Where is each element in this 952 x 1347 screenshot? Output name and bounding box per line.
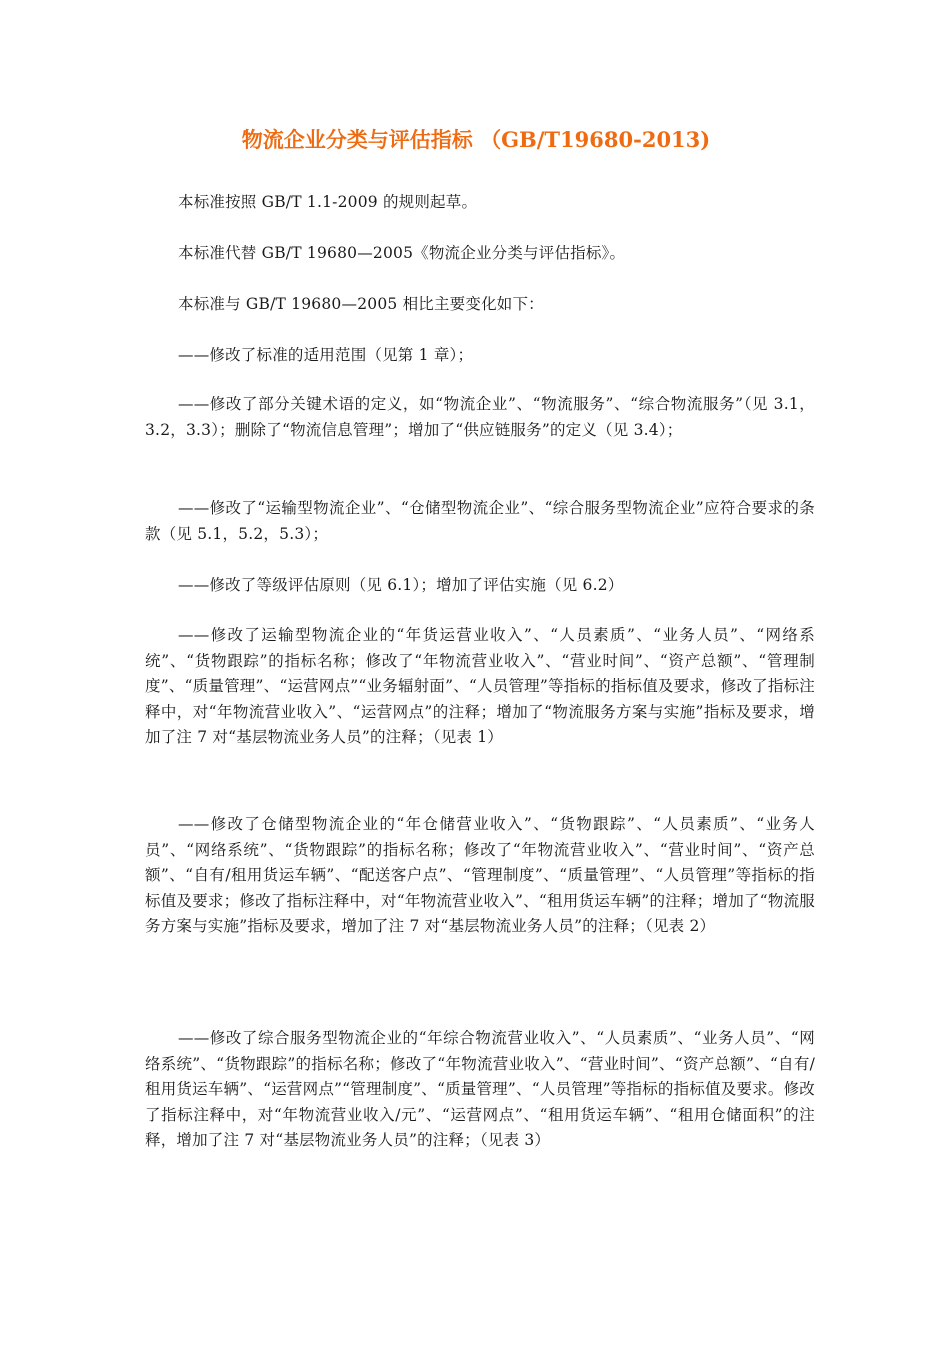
paragraph-replaces-standard: 本标准代替 GB/T 19680—2005《物流企业分类与评估指标》。 — [178, 244, 626, 262]
paragraph-change-terms: ——修改了部分关键术语的定义，如“物流企业”、“物流服务”、“综合物流服务”（见 3.1，3.2，3.3）；删除了“物流信息管理”；增加了“供应链服务”的定义（见 3.4）； — [145, 395, 815, 439]
paragraph-change-enterprise-types: ——修改了“运输型物流企业”、“仓储型物流企业”、“综合服务型物流企业”应符合要求的条款（见 5.1，5.2，5.3）； — [145, 499, 815, 543]
paragraph-change-warehouse-type: ——修改了仓储型物流企业的“年仓储营业收入”、“货物跟踪”、“人员素质”、“业务人员”、“网络系统”、“货物跟踪”的指标名称；修改了“年物流营业收入”、“营业时间”、“资产总额”、“自有/租用货运车辆”、“配送客户点”、“管理制度”、“质量管理”、“人员管理”等指标的指标值及要求；修改了指标注释中，对“年物流营业收入”、“租用货运车辆”的注释；增加了“物流服务方案与实施”指标及要求，增加了注 7 对“基层物流业务人员”的注释；（见表 2） — [145, 815, 815, 936]
paragraph-change-evaluation: ——修改了等级评估原则（见 6.1）；增加了评估实施（见 6.2） — [178, 576, 624, 594]
document-title: 物流企业分类与评估指标 （GB/T19680-2013) — [241, 127, 711, 152]
paragraph-drafting-rule: 本标准按照 GB/T 1.1-2009 的规则起草。 — [178, 193, 478, 211]
paragraph-change-integrated-type: ——修改了综合服务型物流企业的“年综合物流营业收入”、“人员素质”、“业务人员”、“网络系统”、“货物跟踪”的指标名称；修改了“年物流营业收入”、“营业时间”、“资产总额”、“自有/租用货运车辆”、“运营网点”“管理制度”、“质量管理”、“人员管理”等指标的指标值及要求。修改了指标注释中，对“年物流营业收入/元”、“运营网点”、“租用货运车辆”、“租用仓储面积”的注释，增加了注 7 对“基层物流业务人员”的注释；（见表 3） — [145, 1029, 815, 1150]
paragraph-change-scope: ——修改了标准的适用范围（见第 1 章）； — [178, 346, 474, 364]
paragraph-change-transport-type: ——修改了运输型物流企业的“年货运营业收入”、“人员素质”、“业务人员”、“网络系统”、“货物跟踪”的指标名称；修改了“年物流营业收入”、“营业时间”、“资产总额”、“管理制度”、“质量管理”、“运营网点”“业务辐射面”、“人员管理”等指标的指标值及要求，修改了指标注释中，对“年物流营业收入”、“运营网点”的注释；增加了“物流服务方案与实施”指标及要求，增加了注 7 对“基层物流业务人员”的注释；（见表 1） — [145, 626, 815, 747]
paragraph-main-changes-intro: 本标准与 GB/T 19680—2005 相比主要变化如下： — [178, 295, 544, 313]
